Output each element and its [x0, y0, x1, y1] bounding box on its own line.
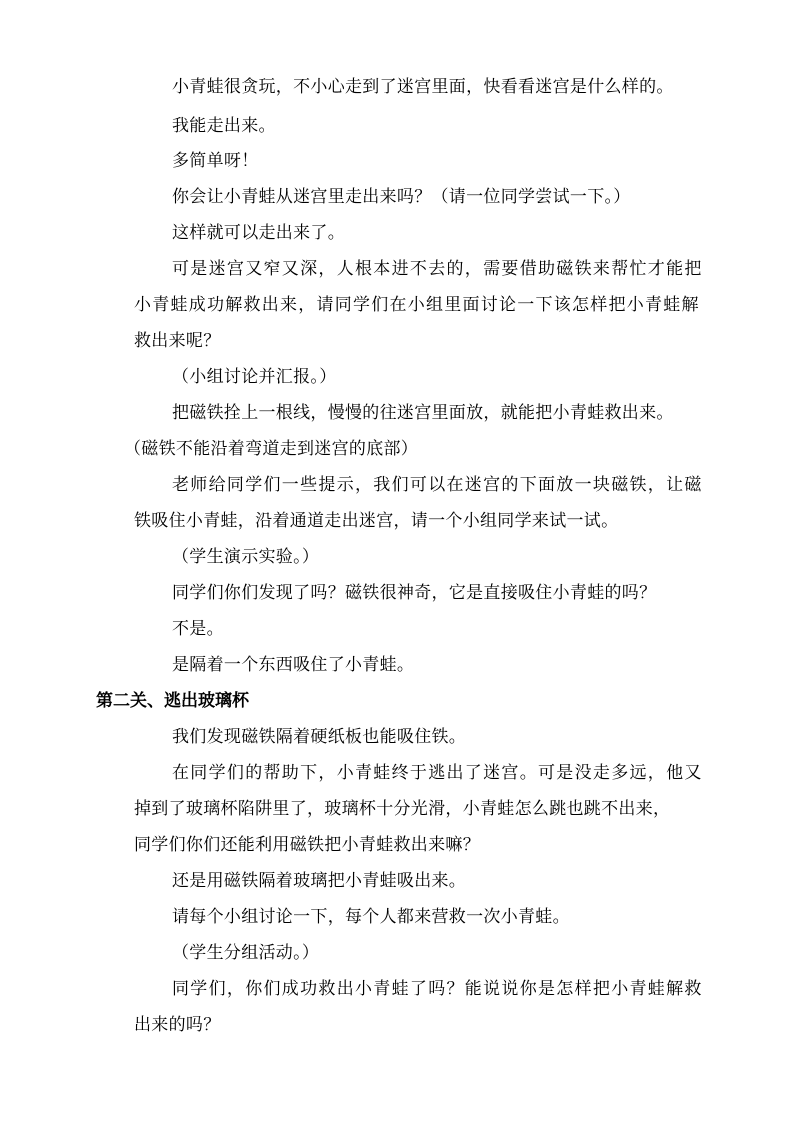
paragraph-no: 不是。 [172, 619, 224, 639]
paragraph-magnet-through-cardboard: 我们发现磁铁隔着硬纸板也能吸住铁。 [172, 727, 467, 747]
paragraph-did-you-rescue-line2: 出来的吗？ [134, 1015, 221, 1035]
paragraph-maze-narrow-line2: 小青蛙成功解救出来，请同学们在小组里面讨论一下该怎样把小青蛙解 [134, 295, 700, 315]
paragraph-maze-narrow-line3: 救出来呢？ [134, 331, 221, 351]
paragraph-teacher-hint-line1: 老师给同学们一些提示，我们可以在迷宫的下面放一块磁铁，让磁 [172, 475, 703, 495]
paragraph-each-group-discuss: 请每个小组讨论一下，每个人都来营救一次小青蛙。 [172, 907, 570, 927]
paragraph-glass-trap-line2: 掉到了玻璃杯陷阱里了，玻璃杯十分光滑，小青蛙怎么跳也跳不出来， [134, 799, 671, 819]
section-heading-escape-glass: 第二关、逃出玻璃杯 [96, 691, 249, 711]
paragraph-group-activity: （学生分组活动。） [172, 943, 320, 963]
paragraph-teacher-hint-line2: 铁吸住小青蛙，沿着通道走出迷宫，请一个小组同学来试一试。 [134, 511, 619, 531]
paragraph-tie-magnet-line2: （磁铁不能沿着弯道走到迷宫的底部） [124, 439, 419, 459]
paragraph-did-you-rescue-line1: 同学们，你们成功救出小青蛙了吗？能说说你是怎样把小青蛙解救 [172, 979, 703, 999]
paragraph-frog-enters-maze: 小青蛙很贪玩，不小心走到了迷宫里面，快看看迷宫是什么样的。 [172, 77, 674, 97]
paragraph-i-can-walk-out: 我能走出来。 [172, 116, 276, 136]
paragraph-can-you-help-frog: 你会让小青蛙从迷宫里走出来吗？（请一位同学尝试一下。） [172, 187, 631, 207]
paragraph-group-discussion: （小组讨论并汇报。） [172, 367, 337, 387]
paragraph-through-glass: 还是用磁铁隔着玻璃把小青蛙吸出来。 [172, 871, 467, 891]
paragraph-glass-trap-line1: 在同学们的帮助下，小青蛙终于逃出了迷宫。可是没走多远，他又 [172, 763, 703, 783]
paragraph-student-demo: （学生演示实验。） [172, 547, 320, 567]
paragraph-walk-out-this-way: 这样就可以走出来了。 [172, 223, 345, 243]
paragraph-so-simple: 多简单呀！ [172, 151, 259, 171]
paragraph-attracted-through-object: 是隔着一个东西吸住了小青蛙。 [172, 655, 415, 675]
paragraph-tie-magnet-line1: 把磁铁拴上一根线，慢慢的往迷宫里面放，就能把小青蛙救出来。 [172, 403, 674, 423]
paragraph-maze-narrow-line1: 可是迷宫又窄又深，人根本进不去的，需要借助磁铁来帮忙才能把 [172, 259, 703, 279]
paragraph-did-you-notice: 同学们你们发现了吗？磁铁很神奇，它是直接吸住小青蛙的吗？ [172, 583, 657, 603]
paragraph-glass-trap-line3: 同学们你们还能利用磁铁把小青蛙救出来嘛？ [134, 835, 480, 855]
